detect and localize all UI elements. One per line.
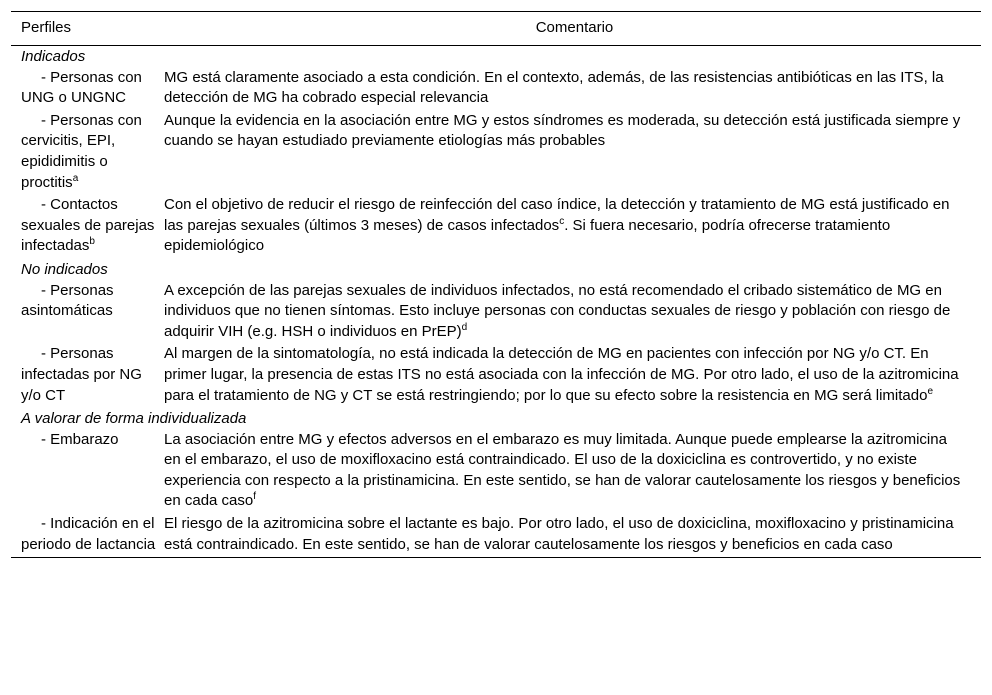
header-perfiles: Perfiles [11,12,164,46]
footnote-marker: f [253,491,257,503]
profile-text: - Personas con UNG o UNGNC [21,68,142,107]
table-row [11,111,981,195]
footnote-marker: b [89,236,95,248]
table-row [11,344,981,408]
profile-text: - Contactos sexuales de parejas infectadas [21,196,155,255]
profiles-table [11,11,981,558]
comment-text: Aunque la evidencia en la asociación entre MG y estos síndromes es moderada, su detección está justificada siempre y cuando se hayan estudiado previamente etiologías más probables [164,111,961,150]
profile-cell [11,514,164,558]
table-row [11,195,981,259]
group-title: Indicados [21,48,86,65]
group-row [11,46,981,68]
comment-text: A excepción de las parejas sexuales de individuos infectados, no está recomendado el cribado sistemático de MG en individuos que no tienen síntomas. Esto incluye personas con conductas sexuales de riesgo y población con riesgo de adquirir VIH (e.g. HSH o individuos en PrEP) [164,281,951,340]
profile-text: - Personas infectadas por NG y/o CT [21,345,142,404]
table-row [11,514,981,558]
profile-cell [11,344,164,408]
group-title: No indicados [21,260,108,278]
group-title: A valorar de forma individualizada [21,410,247,428]
comment-cell [164,111,981,195]
footnote-marker: e [927,385,933,397]
group-row [11,408,981,430]
table-row [11,281,981,345]
profile-text: - Indicación en el periodo de lactancia [21,515,156,553]
comment-text: Con el objetivo de reducir el riesgo de reinfección del caso índice, la detección y tratamiento de MG está justificado en las parejas sexuales (últimos 3 meses) de casos infectados [164,196,950,234]
profile-text: - Personas con cervicitis, EPI, epididimitis o proctitis [21,111,142,191]
comment-text: El riesgo de la azitromicina sobre el lactante es bajo. Por otro lado, el uso de doxiciclina, moxifloxacino y pristinamicina está contraindicado. En este sentido, se han de valorar cautelosamente los riesgos y beneficios en cada caso [164,515,954,553]
comment-text-continued: . Si fuera necesario, podría ofrecerse tratamiento epidemiológico [164,216,891,255]
comment-cell [164,281,981,345]
profile-text: - Embarazo [41,430,119,448]
profile-text: - Personas asintomáticas [21,281,114,320]
footnote-marker: d [461,321,468,333]
header-comentario: Comentario [164,12,981,46]
comment-cell [164,344,981,408]
group-row [11,259,981,281]
profile-cell [11,68,164,111]
comment-text: Al margen de la sintomatología, no está indicada la detección de MG en pacientes con infección por NG y/o CT. En primer lugar, la presencia de estas ITS no está asociada con la infección de MG. Por otro lado, el uso de la azitromicina para el tratamiento de NG y CT se está restringiendo; por lo que su efecto sobre la resistencia en MG será limitado [164,345,959,404]
profile-cell [11,281,164,345]
header-row [11,12,981,46]
comment-cell [164,195,981,259]
comment-cell [164,430,981,514]
footnote-marker: a [72,172,79,184]
profile-cell [11,430,164,514]
table-row [11,430,981,514]
footnote-marker: c [559,215,565,227]
comment-text: MG está claramente asociado a esta condición. En el contexto, además, de las resistencias antibióticas en las ITS, la detección de MG ha cobrado especial relevancia [164,68,944,107]
comment-text: La asociación entre MG y efectos adversos en el embarazo es muy limitada. Aunque puede emplearse la azitromicina en el embarazo, el uso de moxifloxacino está contraindicado. El uso de la doxiciclina es controvertido, y no existe experiencia con respecto a la pristinamicina. En este sentido, se han de valorar cautelosamente los riesgos y beneficios en cada caso [164,430,961,510]
profile-cell [11,111,164,195]
table-row [11,68,981,111]
comment-cell [164,514,981,558]
profile-cell [11,195,164,259]
comment-cell [164,68,981,111]
